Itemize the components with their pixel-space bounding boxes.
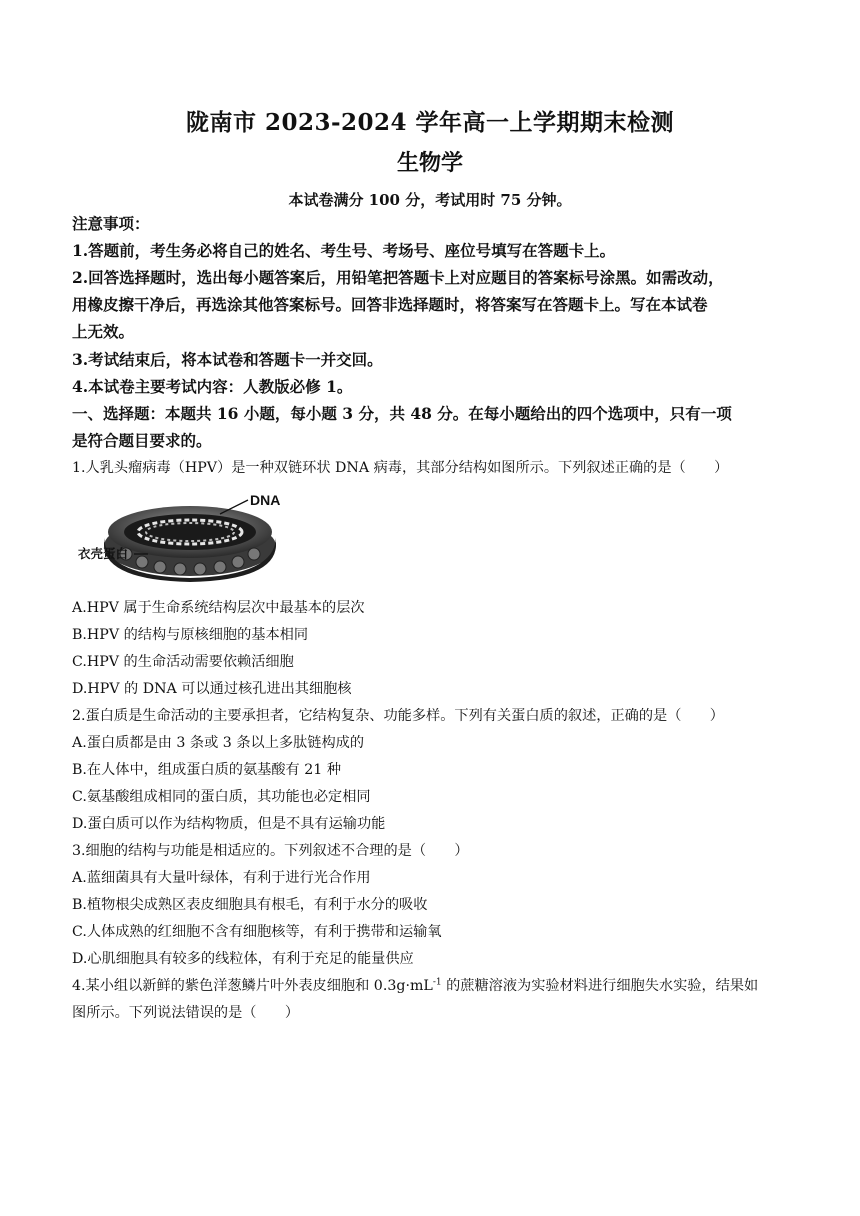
question-3-option-d: D.心肌细胞具有较多的线粒体，有利于充足的能量供应 — [72, 951, 414, 967]
question-3-option-b: B.植物根尖成熟区表皮细胞具有根毛，有利于水分的吸收 — [72, 897, 428, 913]
question-2-option-d: D.蛋白质可以作为结构物质，但是不具有运输功能 — [72, 816, 386, 832]
question-3-option-c: C.人体成熟的红细胞不含有细胞核等，有利于携带和运输氧 — [72, 924, 442, 940]
question-2-option-b: B.在人体中，组成蛋白质的氨基酸有 21 种 — [72, 762, 342, 778]
question-2-option-a: A.蛋白质都是由 3 条或 3 条以上多肽链构成的 — [72, 735, 365, 751]
unit-superscript: -1 — [432, 977, 442, 988]
question-1-option-c: C.HPV 的生命活动需要依赖活细胞 — [72, 654, 294, 670]
dna-label: DNA — [250, 492, 281, 508]
notice-item-2-end: 上无效。 — [72, 322, 135, 341]
subject-title: 生物学 — [396, 150, 463, 176]
question-4-stem-part1: 4.某小组以新鲜的紫色洋葱鳞片叶外表皮细胞和 0.3g·mL — [72, 978, 433, 994]
question-4-stem — [72, 976, 796, 996]
hpv-structure-figure — [78, 488, 308, 586]
question-3-option-a: A.蓝细菌具有大量叶绿体，有利于进行光合作用 — [72, 870, 371, 886]
notice-item-3: 3.考试结束后，将本试卷和答题卡一并交回。 — [72, 350, 383, 369]
question-1-option-b: B.HPV 的结构与原核细胞的基本相同 — [72, 627, 309, 643]
question-2-stem: 2.蛋白质是生命活动的主要承担者，它结构复杂、功能多样。下列有关蛋白质的叙述，正确的是（ ） — [72, 708, 724, 724]
question-3-stem: 3.细胞的结构与功能是相适应的。下列叙述不合理的是（ ） — [72, 843, 469, 859]
exam-title: 陇南市 2023-2024 学年高一上学期期末检测 — [185, 109, 675, 136]
question-1-option-a: A.HPV 属于生命系统结构层次中最基本的层次 — [72, 600, 365, 616]
question-2-option-c: C.氨基酸组成相同的蛋白质，其功能也必定相同 — [72, 789, 371, 805]
notice-item-2: 2.回答选择题时，选出每小题答案后，用铅笔把答题卡上对应题目的答案标号涂黑。如需改动， — [72, 268, 724, 287]
question-4-stem-cont: 图所示。下列说法错误的是（ ） — [72, 1005, 300, 1021]
section-heading-cont: 是符合题目要求的。 — [72, 431, 212, 450]
notice-heading: 注意事项： — [72, 214, 150, 233]
notice-item-1: 1.答题前，考生务必将自己的姓名、考生号、考场号、座位号填写在答题卡上。 — [72, 241, 616, 260]
question-1-stem: 1.人乳头瘤病毒（HPV）是一种双链环状 DNA 病毒，其部分结构如图所示。下列叙述正确的是（ ） — [72, 460, 729, 476]
section-heading: 一、选择题：本题共 16 小题，每小题 3 分，共 48 分。在每小题给出的四个选项中，只有一项 — [72, 404, 732, 423]
notice-item-4: 4.本试卷主要考试内容：人教版必修 1。 — [72, 377, 353, 396]
question-4-stem-part2: 的蔗糖溶液为实验材料进行细胞失水实验，结果如 — [441, 978, 759, 994]
exam-info: 本试卷满分 100 分，考试用时 75 分钟。 — [288, 191, 572, 209]
question-1-option-d: D.HPV 的 DNA 可以通过核孔进出其细胞核 — [72, 681, 352, 697]
coat-protein-label: 衣壳蛋白 — [78, 546, 129, 561]
notice-item-2-cont: 用橡皮擦干净后，再选涂其他答案标号。回答非选择题时，将答案写在答题卡上。写在本试卷 — [72, 295, 708, 314]
